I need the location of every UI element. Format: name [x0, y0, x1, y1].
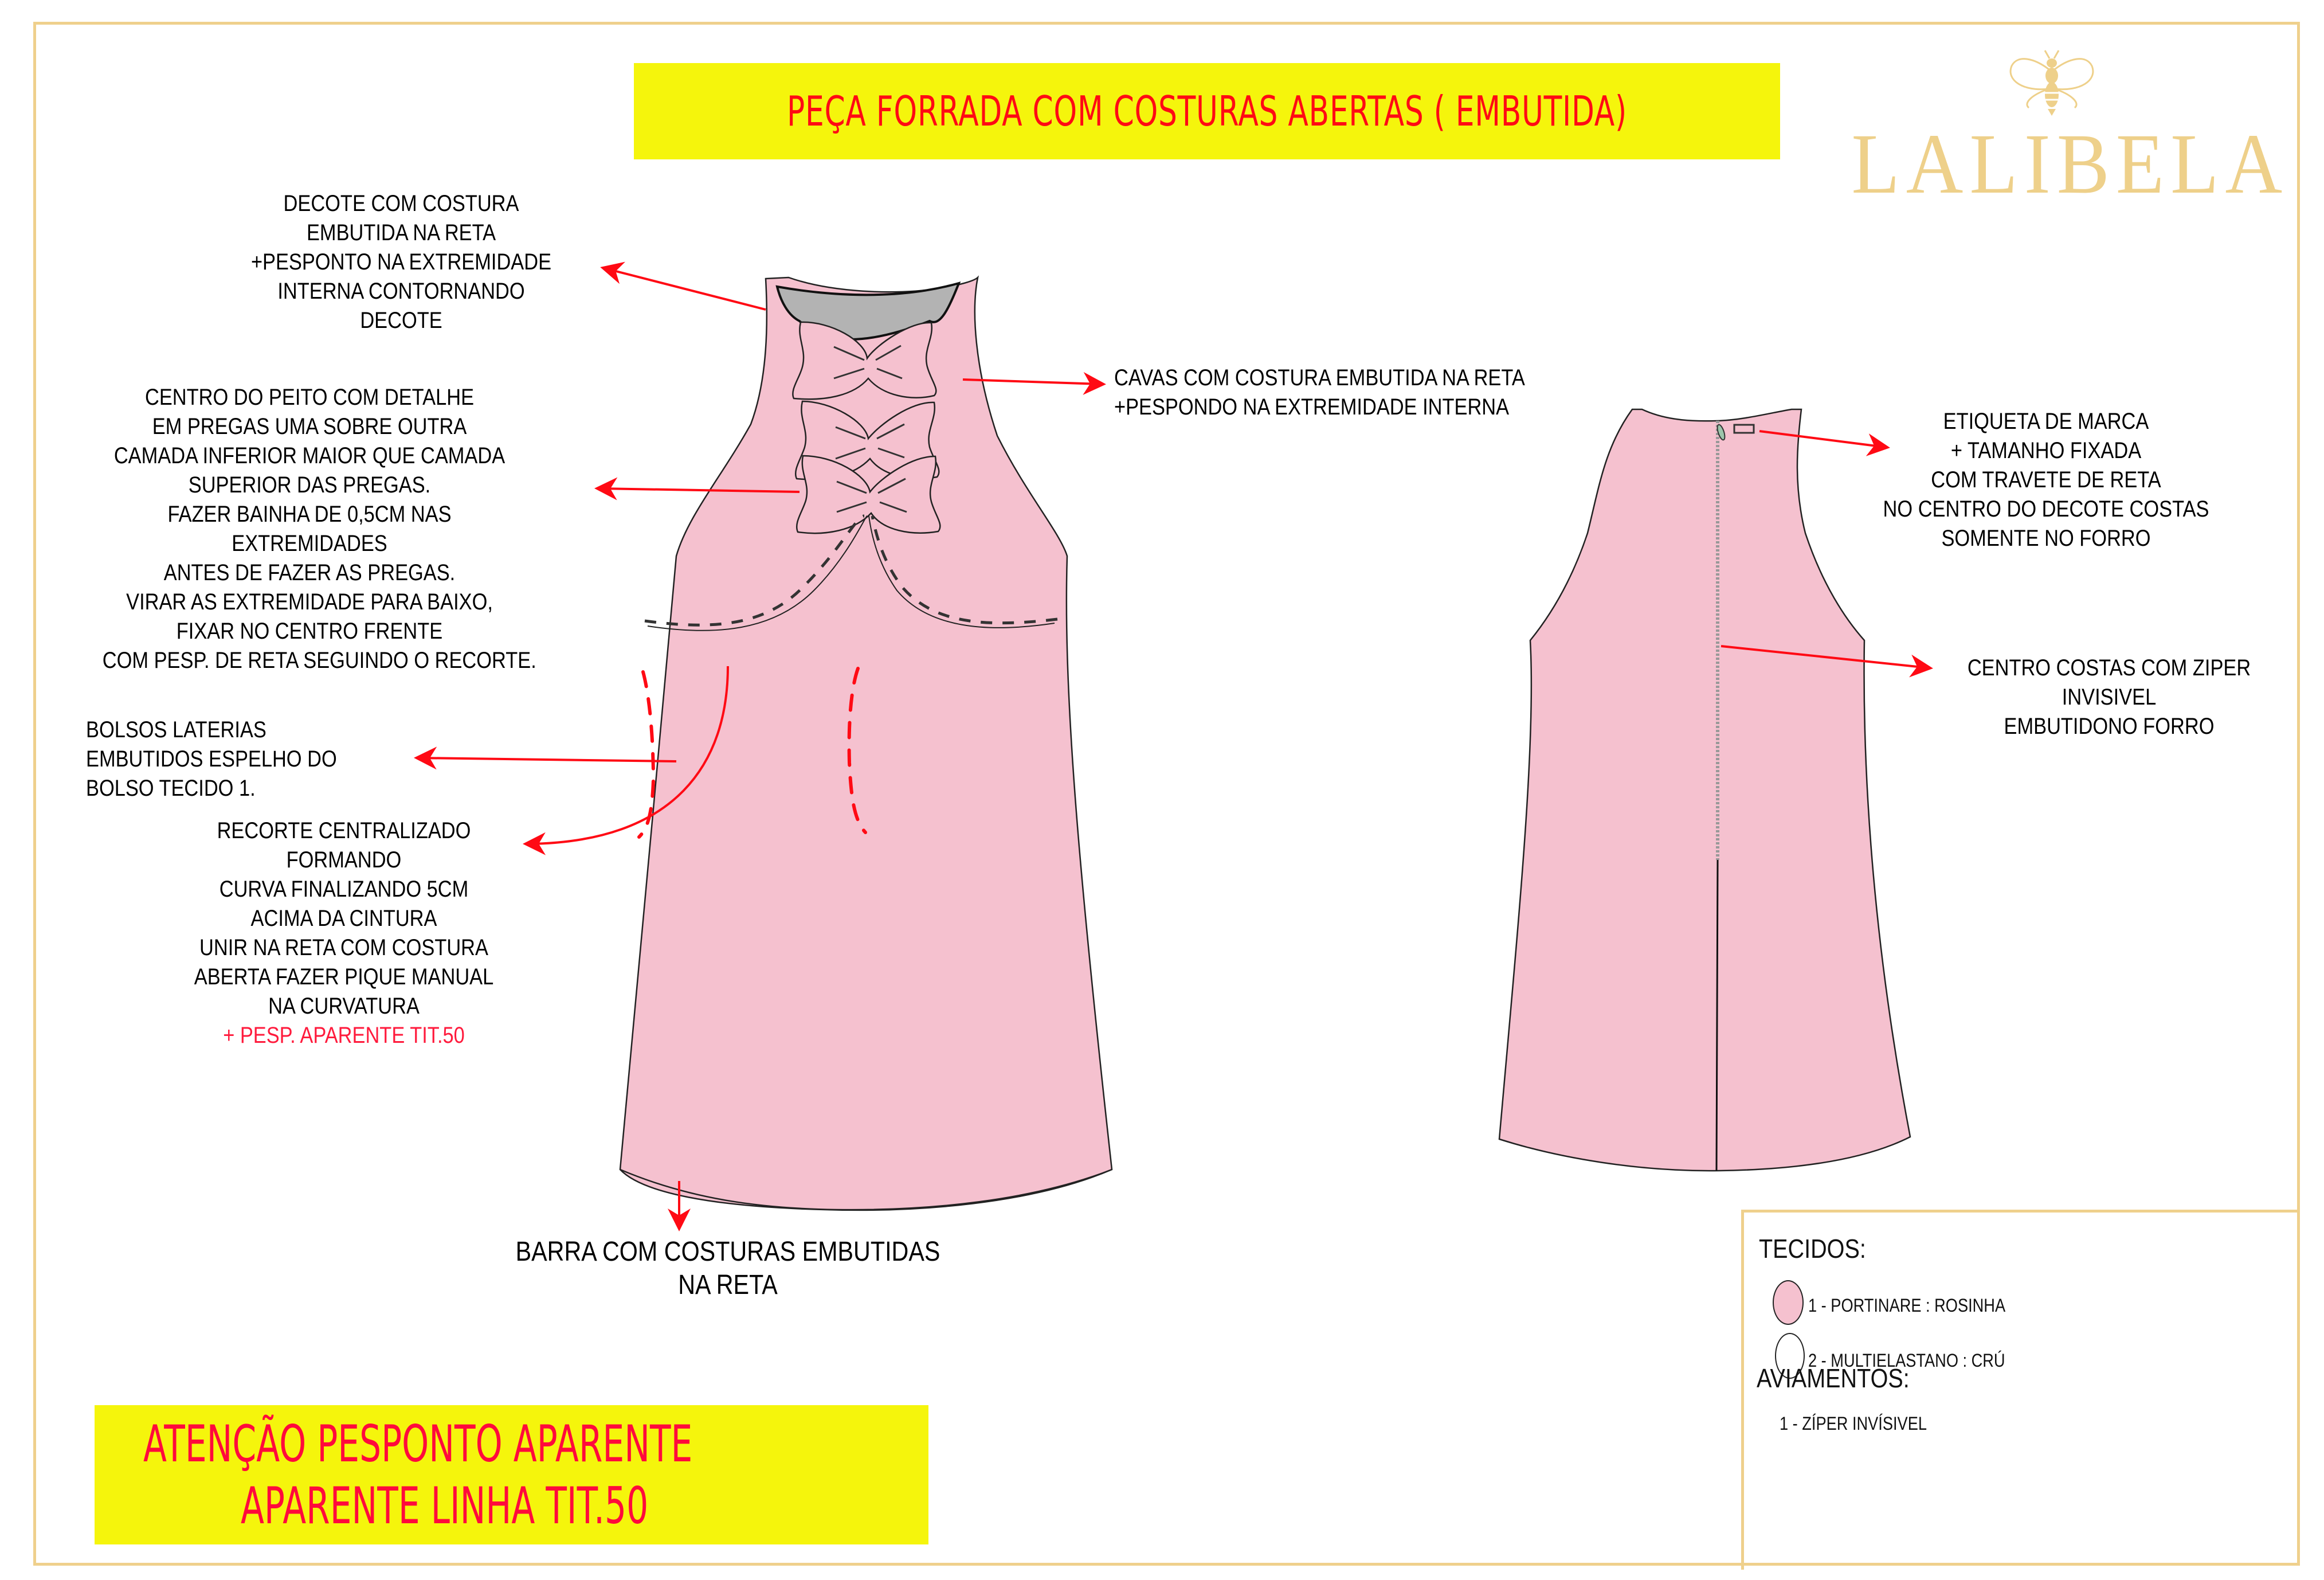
front-dress-body	[620, 277, 1112, 1210]
brand-wordmark: LALIBELA	[1851, 116, 2289, 212]
fabric-item-1: 1 - PORTINARE : ROSINHA	[1808, 1295, 2006, 1316]
back-dress-body	[1499, 409, 1910, 1171]
note-brand-label: ETIQUETA DE MARCA + TAMANHO FIXADA COM TRAVETE DE RETA NO CENTRO DO DECOTE COSTAS SOMENTE NO FORRO	[1883, 409, 2209, 551]
center-back-seam	[1716, 860, 1718, 1171]
back-dress-view	[1499, 409, 1910, 1171]
arrow-pocket	[418, 758, 676, 761]
fabric-item-2: 2 - MULTIELASTANO : CRÚ	[1808, 1350, 2005, 1371]
fabric-swatch-pink	[1773, 1280, 1804, 1325]
warning-line-2: APARENTE LINHA TIT.50	[241, 1476, 649, 1535]
note-center-seam: RECORTE CENTRALIZADO FORMANDO CURVA FINALIZANDO 5CM ACIMA DA CINTURA UNIR NA RETA COM COSTURA ABERTA FAZER PIQUE MANUAL NA CURVATURA + PESP. APARENTE TIT.50	[177, 816, 512, 1050]
note-hem: BARRA COM COSTURAS EMBUTIDAS NA RETA	[515, 1237, 940, 1300]
arrow-neckline	[605, 268, 766, 310]
materials-legend	[1741, 1210, 2298, 1570]
front-dress-view	[620, 277, 1112, 1210]
note-zipper: CENTRO COSTAS COM ZIPER INVISIVEL EMBUTIDONO FORRO	[1967, 655, 2251, 739]
brand-label	[1734, 425, 1754, 433]
note-neckline: DECOTE COM COSTURA EMBUTIDA NA RETA +PESPONTO NA EXTREMIDADE INTERNA CONTORNANDO DECOTE	[250, 191, 552, 333]
warning-banner	[95, 1405, 928, 1544]
topstitch-note: + PESP. APARENTE TIT.50	[223, 1023, 465, 1048]
note-armholes: CAVAS COM COSTURA EMBUTIDA NA RETA +PESPONDO NA EXTREMIDADE INTERNA	[1114, 365, 1525, 420]
note-pockets: BOLSOS LATERIAS EMBUTIDOS ESPELHO DO BOLSO TECIDO 1.	[86, 717, 337, 801]
page-title: PEÇA FORRADA COM COSTURAS ABERTAS ( EMBUTIDA)	[787, 87, 1627, 135]
trims-heading: AVIAMENTOS:	[1757, 1363, 1910, 1393]
trim-item-1: 1 - ZÍPER INVÍSIVEL	[1780, 1413, 1927, 1434]
fabrics-heading: TECIDOS:	[1759, 1234, 1866, 1264]
note-chest-pleats: CENTRO DO PEITO COM DETALHE EM PREGAS UMA SOBRE OUTRA CAMADA INFERIOR MAIOR QUE CAMADA SUPERIOR DAS PREGAS. FAZER BAINHA DE 0,5CM NAS EXTREMIDADES ANTES DE FAZER AS PREGAS. VIRAR AS EXTREMIDADE PARA BAIXO, FIXAR NO CENTRO FRENTE COM PESP. DE RETA SEGUINDO O RECORTE.	[102, 385, 536, 673]
warning-line-1: ATENÇÃO PESPONTO APARENTE	[143, 1414, 693, 1473]
